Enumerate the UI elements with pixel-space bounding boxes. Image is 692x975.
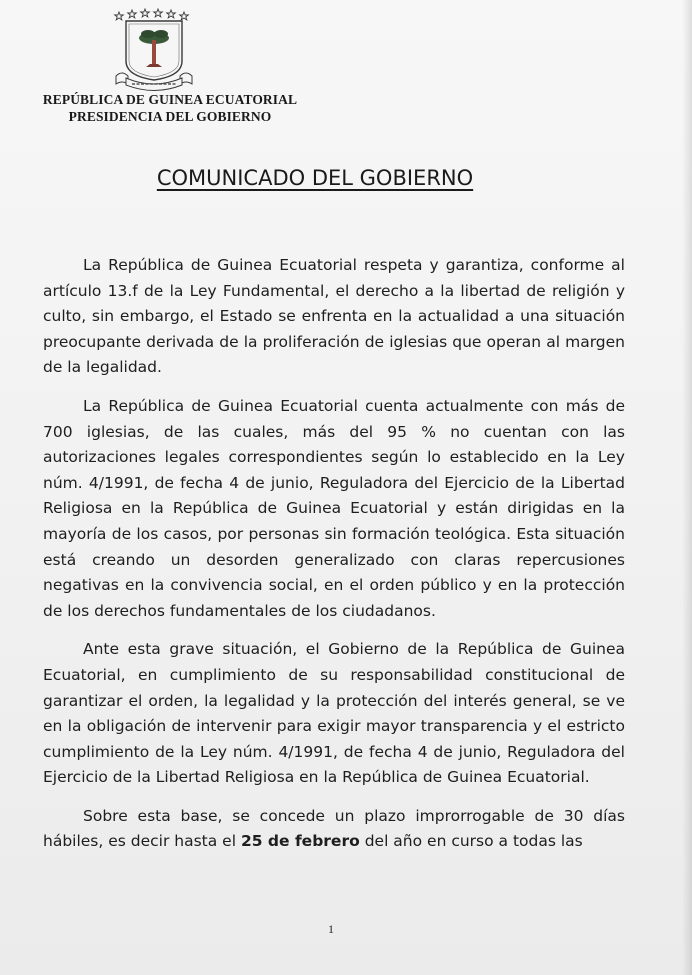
paragraph-4-end: del año en curso a todas las xyxy=(364,832,583,851)
paragraph-1: La República de Guinea Ecuatorial respeta y garantiza, conforme al artículo 13.f de la Ley Fundamental, el derecho a la libertad de religión y culto, sin embargo, el Estado se enfrenta en la actualidad a una situación preocupante derivada de la proliferación de iglesias que operan al margen de la legalidad. xyxy=(43,256,625,377)
document-title xyxy=(0,166,630,190)
document-title-text: COMUNICADO DEL GOBIERNO xyxy=(156,166,474,190)
header-office: PRESIDENCIA DEL GOBIERNO xyxy=(68,109,272,124)
page-edge-shadow xyxy=(682,0,692,975)
page-number: 1 xyxy=(328,922,334,936)
deadline-date: 25 de febrero xyxy=(240,832,360,851)
paragraph-2: La República de Guinea Ecuatorial cuenta actualmente con más de 700 iglesias, de las cuales, más del 95 % no cuentan con las autorizaciones legales correspondientes según lo establecido en la Ley núm. 4/1991, de fecha 4 de junio, Reguladora del Ejercicio de la Libertad Religiosa en la República de Guinea Ecuatorial y están dirigidas en la mayoría de los casos, por personas sin formación teológica. Esta situación está creando un desorden generalizado con claras repercusiones negativas en la convivencia social, en el orden público y en la protección de los derechos fundamentales de los ciudadanos. xyxy=(43,396,625,620)
header-country: REPÚBLICA DE GUINEA ECUATORIAL xyxy=(42,92,298,107)
paragraph-4 xyxy=(43,804,625,855)
paragraph-4-start: Sobre esta base, se concede un plazo improrrogable de 30 días hábiles, es decir hasta el xyxy=(43,806,625,851)
coat-of-arms-emblem xyxy=(108,6,200,94)
paragraph-3: Ante esta grave situación, el Gobierno de la República de Guinea Ecuatorial, en cumplimiento de su responsabilidad constitucional de garantizar el orden, la legalidad y la protección del interés general, se ve en la obligación de intervenir para exigir mayor transparencia y el estricto cumplimiento de la Ley núm. 4/1991, de fecha 4 de junio, Reguladora del Ejercicio de la Libertad Religiosa en la República de Guinea Ecuatorial. xyxy=(43,640,625,787)
document-body xyxy=(43,253,625,868)
